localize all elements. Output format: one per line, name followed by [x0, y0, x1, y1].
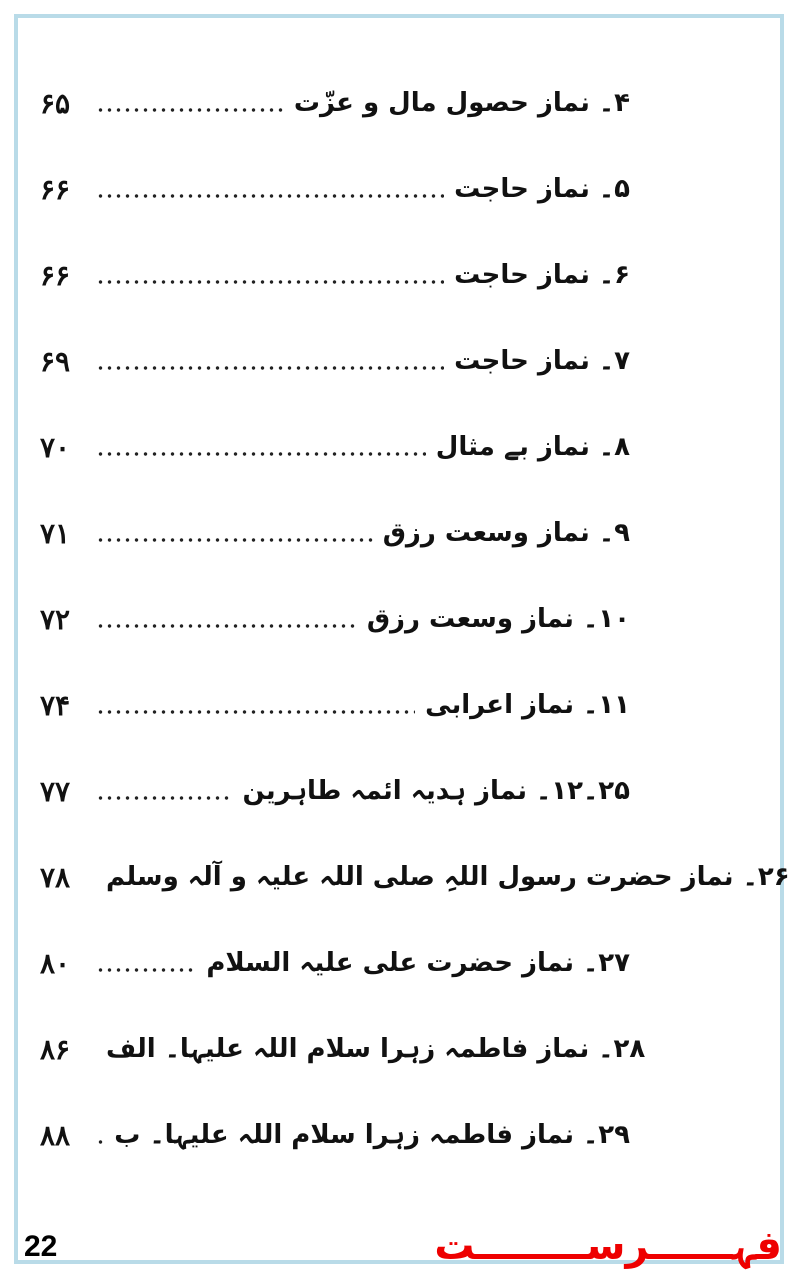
page-number: 22 — [24, 1230, 58, 1263]
toc-entry — [40, 146, 630, 232]
toc-entry — [40, 662, 630, 748]
toc-page-number: ۷۴ — [40, 688, 71, 722]
toc-page-number: ۷۸ — [40, 860, 71, 894]
dot-leader — [96, 1138, 104, 1146]
toc-entry — [40, 490, 630, 576]
dot-leader — [96, 450, 426, 458]
toc-page-number: ۷۰ — [40, 430, 71, 464]
dot-leader — [96, 536, 373, 544]
toc-entry — [40, 404, 630, 490]
dot-leader — [96, 966, 196, 974]
dot-leader — [96, 106, 284, 114]
toc-page-number: ۶۶ — [40, 258, 71, 292]
toc-title: ۲۵۔۱۲۔ نماز ہدیہ ائمہ طاہرین — [242, 776, 630, 806]
section-heading: فہــــــرســــــــت — [434, 1223, 782, 1269]
toc-page-number: ۶۹ — [40, 344, 71, 378]
dot-leader — [96, 794, 232, 802]
toc-title: ۷۔ نماز حاجت — [454, 346, 630, 376]
toc-title: ۹۔ نماز وسعت رزق — [382, 518, 630, 548]
dot-leader — [96, 622, 357, 630]
dot-leader — [96, 708, 415, 716]
toc-entry — [40, 834, 790, 920]
toc-entry — [40, 1092, 630, 1178]
dot-leader — [96, 364, 444, 372]
toc-title: ۶۔ نماز حاجت — [454, 260, 630, 290]
toc-title: ۲۸۔ نماز فاطمہ زہرا سلام اللہ علیہا۔ الف — [106, 1034, 646, 1064]
toc-entry — [40, 920, 630, 1006]
toc-page-number: ۸۶ — [40, 1032, 71, 1066]
toc-entry — [40, 318, 630, 404]
dot-leader — [96, 192, 444, 200]
dot-leader — [96, 278, 444, 286]
toc-entry — [40, 60, 630, 146]
toc-title: ۲۹۔ نماز فاطمہ زہرا سلام اللہ علیہا۔ ب — [114, 1120, 630, 1150]
toc-title: ۴۔ نماز حصول مال و عزّت — [293, 88, 630, 118]
toc-page-number: ۶۵ — [40, 86, 71, 120]
toc-page-number: ۷۲ — [40, 602, 71, 636]
toc-entry — [40, 232, 630, 318]
toc-page-number: ۷۱ — [40, 516, 71, 550]
toc-entry — [40, 1006, 646, 1092]
toc-title: ۲۷۔ نماز حضرت علی علیہ السلام — [206, 948, 630, 978]
toc-title: ۸۔ نماز بے مثال — [435, 432, 630, 462]
toc-page-number: ۸۸ — [40, 1118, 71, 1152]
table-of-contents — [40, 60, 790, 1178]
toc-title: ۱۱۔ نماز اعرابی — [425, 690, 630, 720]
toc-title: ۲۶۔ نماز حضرت رسول اللہِ صلی اللہ علیہ و آلہ وسلم — [106, 862, 790, 892]
toc-page-number: ۷۷ — [40, 774, 71, 808]
toc-page-number: ۶۶ — [40, 172, 71, 206]
toc-entry — [40, 576, 630, 662]
toc-page-number: ۸۰ — [40, 946, 71, 980]
toc-entry — [40, 748, 630, 834]
toc-title: ۵۔ نماز حاجت — [454, 174, 630, 204]
toc-title: ۱۰۔ نماز وسعت رزق — [366, 604, 630, 634]
